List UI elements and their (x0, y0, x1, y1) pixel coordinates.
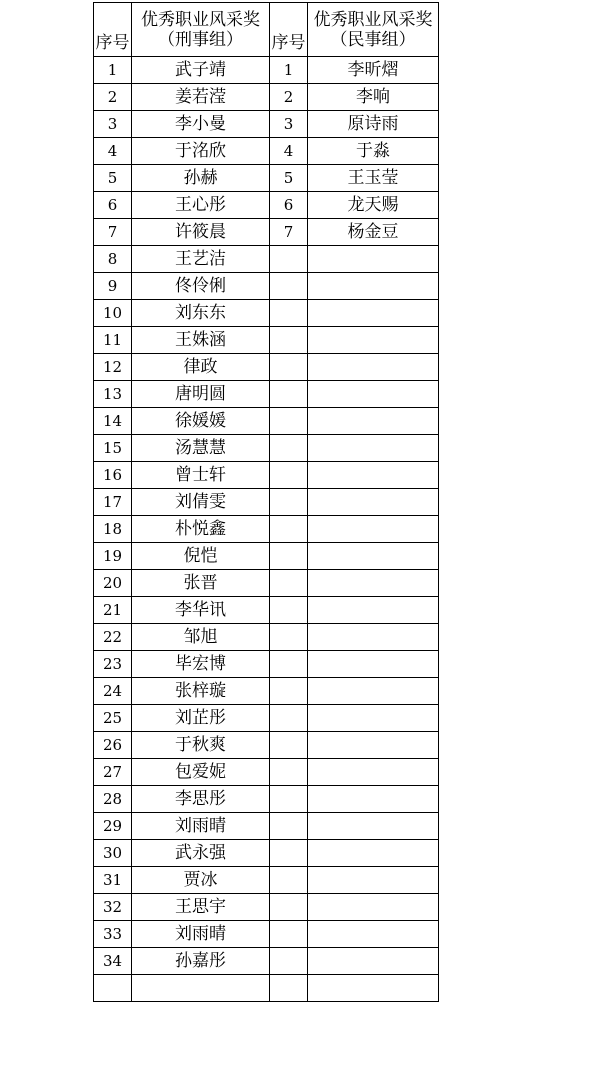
criminal-seq-cell: 21 (94, 597, 132, 624)
table-row (94, 381, 439, 408)
table-body (94, 57, 439, 1002)
civil-name-cell (308, 435, 439, 462)
criminal-seq-cell: 4 (94, 138, 132, 165)
civil-seq-cell: 1 (270, 57, 308, 84)
criminal-name-cell: 李华讯 (132, 597, 270, 624)
criminal-name-cell: 张梓璇 (132, 678, 270, 705)
civil-seq-cell: 5 (270, 165, 308, 192)
civil-seq-cell (270, 678, 308, 705)
civil-award-title: 优秀职业风采奖 (313, 9, 433, 30)
criminal-name-cell: 王思宇 (132, 894, 270, 921)
civil-seq-cell: 7 (270, 219, 308, 246)
civil-seq-cell (270, 597, 308, 624)
criminal-name-cell: 武永强 (132, 840, 270, 867)
civil-seq-cell (270, 894, 308, 921)
table-row (94, 327, 439, 354)
civil-seq-cell: 4 (270, 138, 308, 165)
civil-seq-cell (270, 759, 308, 786)
criminal-name-cell: 刘东东 (132, 300, 270, 327)
civil-name-cell (308, 408, 439, 435)
criminal-name-cell: 许筱晨 (132, 219, 270, 246)
criminal-seq-cell: 32 (94, 894, 132, 921)
criminal-seq-cell: 26 (94, 732, 132, 759)
civil-seq-cell: 2 (270, 84, 308, 111)
table-row (94, 813, 439, 840)
civil-name-cell (308, 516, 439, 543)
table-row (94, 759, 439, 786)
criminal-name-cell: 汤慧慧 (132, 435, 270, 462)
criminal-seq-cell: 17 (94, 489, 132, 516)
civil-name-cell (308, 678, 439, 705)
criminal-seq-cell: 5 (94, 165, 132, 192)
criminal-group-label: （刑事组） (158, 29, 243, 50)
civil-name-cell (308, 759, 439, 786)
table-row (94, 867, 439, 894)
criminal-name-cell: 王心彤 (132, 192, 270, 219)
civil-name-cell (308, 921, 439, 948)
criminal-seq-cell: 27 (94, 759, 132, 786)
civil-seq-cell (270, 435, 308, 462)
table-row (94, 570, 439, 597)
civil-seq-cell: 3 (270, 111, 308, 138)
civil-name-cell (308, 381, 439, 408)
civil-name-cell (308, 867, 439, 894)
civil-seq-cell: 6 (270, 192, 308, 219)
civil-name-cell (308, 813, 439, 840)
civil-seq-cell (270, 948, 308, 975)
civil-name-cell (308, 246, 439, 273)
civil-name-cell: 龙天赐 (308, 192, 439, 219)
civil-seq-cell (270, 786, 308, 813)
civil-name-cell (308, 597, 439, 624)
criminal-award-title: 优秀职业风采奖 (141, 9, 260, 30)
civil-name-cell (308, 300, 439, 327)
criminal-seq-cell: 11 (94, 327, 132, 354)
table-row (94, 705, 439, 732)
criminal-name-cell (132, 975, 270, 1002)
criminal-seq-cell: 6 (94, 192, 132, 219)
criminal-name-cell: 孙赫 (132, 165, 270, 192)
civil-name-cell (308, 462, 439, 489)
criminal-name-cell: 贾冰 (132, 867, 270, 894)
civil-seq-cell (270, 462, 308, 489)
table-row (94, 516, 439, 543)
civil-seq-cell (270, 246, 308, 273)
table-row (94, 840, 439, 867)
criminal-name-cell: 刘倩雯 (132, 489, 270, 516)
civil-seq-cell (270, 570, 308, 597)
header-seq-civil: 序号 (270, 3, 308, 57)
header-seq-criminal: 序号 (94, 3, 132, 57)
table-row (94, 462, 439, 489)
criminal-name-cell: 王姝涵 (132, 327, 270, 354)
criminal-name-cell: 佟伶俐 (132, 273, 270, 300)
criminal-seq-cell: 20 (94, 570, 132, 597)
civil-seq-cell (270, 408, 308, 435)
header-criminal-award (132, 3, 270, 57)
criminal-seq-cell: 31 (94, 867, 132, 894)
civil-seq-cell (270, 273, 308, 300)
table-row (94, 786, 439, 813)
civil-seq-cell (270, 516, 308, 543)
criminal-seq-cell: 16 (94, 462, 132, 489)
civil-name-cell (308, 732, 439, 759)
table-row (94, 408, 439, 435)
criminal-seq-cell: 12 (94, 354, 132, 381)
criminal-seq-cell: 28 (94, 786, 132, 813)
civil-name-cell: 原诗雨 (308, 111, 439, 138)
civil-seq-cell (270, 705, 308, 732)
criminal-seq-cell: 34 (94, 948, 132, 975)
criminal-name-cell: 刘雨晴 (132, 921, 270, 948)
table-row (94, 948, 439, 975)
criminal-seq-cell: 13 (94, 381, 132, 408)
civil-name-cell: 李响 (308, 84, 439, 111)
table-row (94, 354, 439, 381)
civil-seq-cell (270, 300, 308, 327)
civil-seq-cell (270, 921, 308, 948)
criminal-seq-cell: 7 (94, 219, 132, 246)
header-civil-award (308, 3, 439, 57)
table-row (94, 678, 439, 705)
criminal-name-cell: 朴悦鑫 (132, 516, 270, 543)
criminal-seq-cell: 1 (94, 57, 132, 84)
table-row (94, 165, 439, 192)
criminal-name-cell: 曾士轩 (132, 462, 270, 489)
criminal-seq-cell: 24 (94, 678, 132, 705)
civil-seq-cell (270, 543, 308, 570)
criminal-seq-cell: 2 (94, 84, 132, 111)
criminal-seq-cell: 3 (94, 111, 132, 138)
criminal-seq-cell: 19 (94, 543, 132, 570)
criminal-seq-cell: 15 (94, 435, 132, 462)
civil-name-cell (308, 273, 439, 300)
criminal-seq-cell (94, 975, 132, 1002)
civil-seq-cell (270, 840, 308, 867)
civil-seq-cell (270, 624, 308, 651)
civil-name-cell (308, 651, 439, 678)
civil-name-cell (308, 948, 439, 975)
criminal-seq-cell: 18 (94, 516, 132, 543)
header-row (94, 3, 439, 57)
criminal-name-cell: 姜若滢 (132, 84, 270, 111)
criminal-seq-cell: 23 (94, 651, 132, 678)
civil-seq-cell (270, 354, 308, 381)
table-row (94, 732, 439, 759)
civil-seq-cell (270, 975, 308, 1002)
criminal-name-cell: 于洺欣 (132, 138, 270, 165)
civil-seq-cell (270, 651, 308, 678)
civil-name-cell (308, 705, 439, 732)
criminal-seq-cell: 22 (94, 624, 132, 651)
criminal-seq-cell: 10 (94, 300, 132, 327)
civil-seq-cell (270, 489, 308, 516)
criminal-seq-cell: 30 (94, 840, 132, 867)
criminal-name-cell: 刘雨晴 (132, 813, 270, 840)
table-row (94, 543, 439, 570)
civil-name-cell (308, 624, 439, 651)
criminal-name-cell: 于秋爽 (132, 732, 270, 759)
criminal-seq-cell: 8 (94, 246, 132, 273)
award-table (93, 2, 439, 1002)
civil-name-cell (308, 840, 439, 867)
civil-name-cell (308, 354, 439, 381)
table-row (94, 435, 439, 462)
criminal-seq-cell: 25 (94, 705, 132, 732)
table-row (94, 57, 439, 84)
table-row (94, 192, 439, 219)
civil-name-cell (308, 543, 439, 570)
criminal-name-cell: 李思彤 (132, 786, 270, 813)
civil-group-label: （民事组） (330, 29, 416, 50)
civil-seq-cell (270, 327, 308, 354)
criminal-name-cell: 王艺洁 (132, 246, 270, 273)
table-row (94, 597, 439, 624)
civil-name-cell: 王玉莹 (308, 165, 439, 192)
criminal-name-cell: 张晋 (132, 570, 270, 597)
table-row (94, 246, 439, 273)
criminal-name-cell: 毕宏博 (132, 651, 270, 678)
criminal-name-cell: 倪恺 (132, 543, 270, 570)
civil-seq-cell (270, 813, 308, 840)
table-row (94, 111, 439, 138)
table-row (94, 894, 439, 921)
criminal-seq-cell: 33 (94, 921, 132, 948)
criminal-seq-cell: 14 (94, 408, 132, 435)
table-row (94, 975, 439, 1002)
civil-name-cell: 于淼 (308, 138, 439, 165)
criminal-name-cell: 邹旭 (132, 624, 270, 651)
civil-seq-cell (270, 867, 308, 894)
civil-name-cell: 李昕熠 (308, 57, 439, 84)
table-row (94, 84, 439, 111)
criminal-name-cell: 李小曼 (132, 111, 270, 138)
criminal-seq-cell: 29 (94, 813, 132, 840)
civil-name-cell (308, 489, 439, 516)
table-row (94, 219, 439, 246)
table-row (94, 651, 439, 678)
table-row (94, 624, 439, 651)
civil-name-cell (308, 786, 439, 813)
civil-name-cell (308, 975, 439, 1002)
civil-seq-cell (270, 732, 308, 759)
criminal-name-cell: 徐媛媛 (132, 408, 270, 435)
criminal-name-cell: 刘芷彤 (132, 705, 270, 732)
criminal-name-cell: 唐明圆 (132, 381, 270, 408)
table-row (94, 273, 439, 300)
table-row (94, 921, 439, 948)
civil-name-cell (308, 327, 439, 354)
criminal-name-cell: 武子靖 (132, 57, 270, 84)
civil-name-cell (308, 570, 439, 597)
criminal-seq-cell: 9 (94, 273, 132, 300)
civil-name-cell (308, 894, 439, 921)
table-row (94, 300, 439, 327)
criminal-name-cell: 包爱妮 (132, 759, 270, 786)
table-row (94, 489, 439, 516)
civil-seq-cell (270, 381, 308, 408)
table-row (94, 138, 439, 165)
civil-name-cell: 杨金豆 (308, 219, 439, 246)
criminal-name-cell: 孙嘉彤 (132, 948, 270, 975)
criminal-name-cell: 律政 (132, 354, 270, 381)
